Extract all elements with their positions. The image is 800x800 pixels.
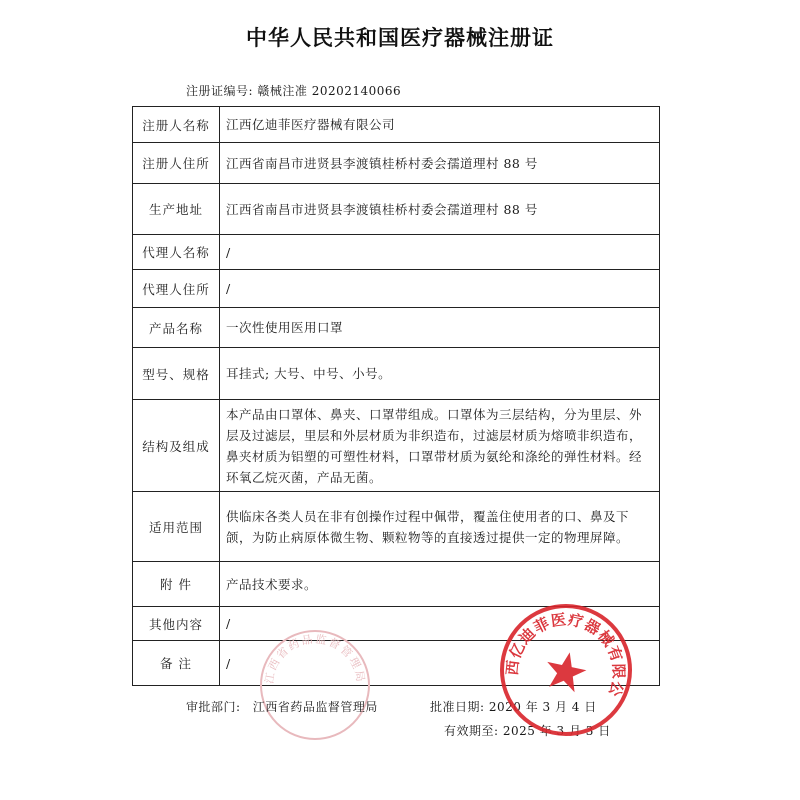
row-value: 本产品由口罩体、鼻夹、口罩带组成。口罩体为三层结构，分为里层、外层及过滤层，里层和外层材质为非织造布，过滤层材质为熔喷非织造布，鼻夹材质为铝塑的可塑性材料，口罩带材质为氨纶和涤纶的弹性材料。经环氧乙烷灭菌，产品无菌。 [220, 400, 660, 492]
table-row [133, 107, 660, 143]
row-value: / [220, 235, 660, 270]
table-row [133, 400, 660, 492]
row-value: 耳挂式; 大号、中号、小号。 [220, 348, 660, 400]
table-row [133, 184, 660, 235]
row-label: 备 注 [133, 641, 220, 686]
row-label: 代理人名称 [133, 235, 220, 270]
row-value: 江西省南昌市进贤县李渡镇桂桥村委会孺道理村 88 号 [220, 184, 660, 235]
document-title: 中华人民共和国医疗器械注册证 [246, 26, 554, 50]
row-label: 产品名称 [133, 308, 220, 348]
row-label: 代理人住所 [133, 270, 220, 308]
row-label: 其他内容 [133, 607, 220, 641]
row-value: 江西亿迪菲医疗器械有限公司 [220, 107, 660, 143]
company-seal-text: 江西亿迪菲医疗器械有限公司 [502, 610, 628, 700]
registration-number-line [186, 82, 401, 99]
table-row [133, 492, 660, 562]
row-value: / [220, 270, 660, 308]
svg-text:江西省药品监督管理局 [263, 632, 368, 685]
approver-line [186, 698, 378, 715]
approver-value: 江西省药品监督管理局 [252, 700, 378, 714]
row-value: 产品技术要求。 [220, 562, 660, 607]
approval-date: 批准日期: 2020 年 3 月 4 日 [430, 700, 597, 714]
table-row [133, 143, 660, 184]
row-value: / [220, 607, 660, 641]
registration-number-label: 注册证编号: [186, 84, 254, 98]
seal-star-icon [542, 648, 589, 693]
svg-text:江西亿迪菲医疗器械有限公司 [496, 600, 636, 700]
row-value: 江西省南昌市进贤县李渡镇桂桥村委会孺道理村 88 号 [220, 143, 660, 184]
table-row [133, 235, 660, 270]
table-row [133, 270, 660, 308]
authority-seal-icon [255, 625, 375, 745]
row-value: 一次性使用医用口罩 [220, 308, 660, 348]
row-label: 附 件 [133, 562, 220, 607]
company-seal-icon [496, 600, 636, 740]
row-label: 注册人住所 [133, 143, 220, 184]
registration-number-value: 赣械注准 20202140066 [257, 84, 402, 98]
row-label: 生产地址 [133, 184, 220, 235]
row-label: 注册人名称 [133, 107, 220, 143]
certificate-table [132, 106, 660, 686]
row-value: / [220, 641, 660, 686]
row-label: 适用范围 [133, 492, 220, 562]
table-row [133, 348, 660, 400]
authority-seal-text: 江西省药品监督管理局 [262, 632, 368, 685]
expiry-date: 有效期至: 2025 年 3 月 3 日 [444, 724, 611, 738]
approver-label: 审批部门: [186, 700, 241, 714]
row-label: 结构及组成 [133, 400, 220, 492]
row-value: 供临床各类人员在非有创操作过程中佩带，覆盖住使用者的口、鼻及下颌，为防止病原体微生物、颗粒物等的直接透过提供一定的物理屏障。 [220, 492, 660, 562]
row-label: 型号、规格 [133, 348, 220, 400]
table-row [133, 308, 660, 348]
